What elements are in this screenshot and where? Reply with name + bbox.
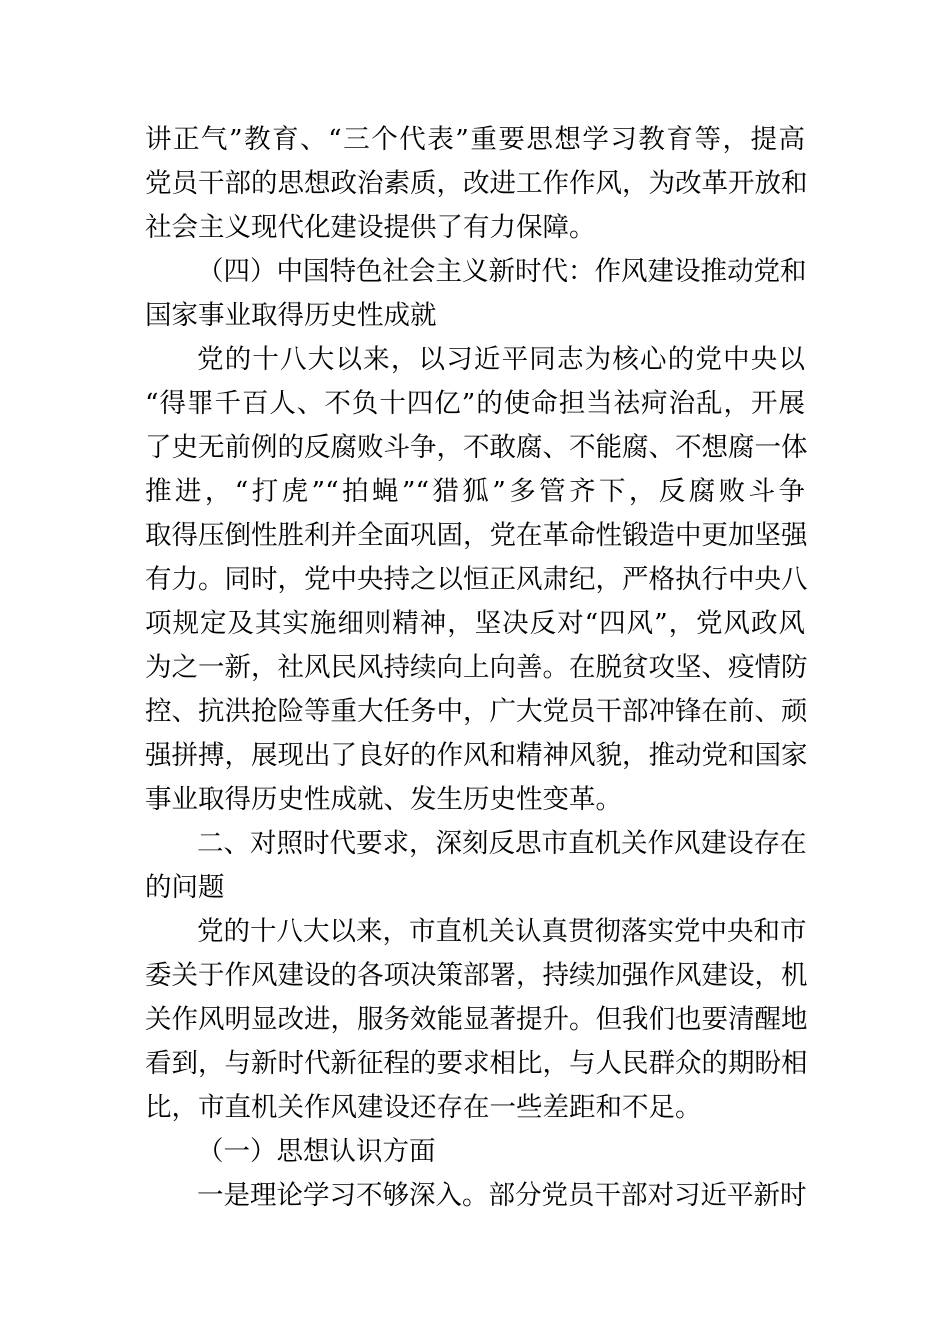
text-line: 项规定及其实施细则精神，坚决反对“四风”，党风政风 bbox=[145, 608, 805, 639]
text-line: 了史无前例的反腐败斗争，不敢腐、不能腐、不想腐一体 bbox=[145, 432, 808, 463]
text-line: 取得压倒性胜利并全面巩固，党在革命性锻造中更加坚强 bbox=[145, 520, 808, 551]
text-line: 一是理论学习不够深入。部分党员干部对习近平新时 bbox=[197, 1180, 807, 1211]
text-line: 看到，与新时代新征程的要求相比，与人民群众的期盼相 bbox=[145, 1048, 808, 1079]
section-heading-continued: 的问题 bbox=[145, 872, 225, 903]
section-heading-continued: 国家事业取得历史性成就 bbox=[145, 300, 437, 331]
text-line: 社会主义现代化建设提供了有力保障。 bbox=[145, 212, 596, 243]
text-line: 关作风明显改进，服务效能显著提升。但我们也要清醒地 bbox=[145, 1004, 808, 1035]
text-line: 事业取得历史性成就、发生历史性变革。 bbox=[145, 784, 622, 815]
text-line: 推进，“打虎”“拍蝇”“猎狐”多管齐下，反腐败斗争 bbox=[145, 476, 805, 507]
section-heading: 二、对照时代要求，深刻反思市直机关作风建设存在 bbox=[197, 828, 807, 859]
text-line: 党的十八大以来，以习近平同志为核心的党中央以 bbox=[197, 344, 805, 375]
section-heading: （四）中国特色社会主义新时代：作风建设推动党和 bbox=[197, 256, 807, 287]
text-line: 强拼搏，展现出了良好的作风和精神风貌，推动党和国家 bbox=[145, 740, 808, 771]
text-line: 为之一新，社风民风持续向上向善。在脱贫攻坚、疫情防 bbox=[145, 652, 808, 683]
text-line: 有力。同时，党中央持之以恒正风肃纪，严格执行中央八 bbox=[145, 564, 808, 595]
text-line: “得罪千百人、不负十四亿”的使命担当祛疴治乱，开展 bbox=[145, 388, 805, 419]
text-line: 控、抗洪抢险等重大任务中，广大党员干部冲锋在前、顽 bbox=[145, 696, 808, 727]
text-line: 比，市直机关作风建设还存在一些差距和不足。 bbox=[145, 1092, 702, 1123]
text-line: 委关于作风建设的各项决策部署，持续加强作风建设，机 bbox=[145, 960, 808, 991]
subsection-heading: （一）思想认识方面 bbox=[197, 1136, 436, 1167]
text-line: 党员干部的思想政治素质，改进工作作风，为改革开放和 bbox=[145, 168, 808, 199]
text-line: 党的十八大以来，市直机关认真贯彻落实党中央和市 bbox=[197, 916, 807, 947]
text-line: 讲正气”教育、“三个代表”重要思想学习教育等，提高 bbox=[145, 124, 805, 155]
